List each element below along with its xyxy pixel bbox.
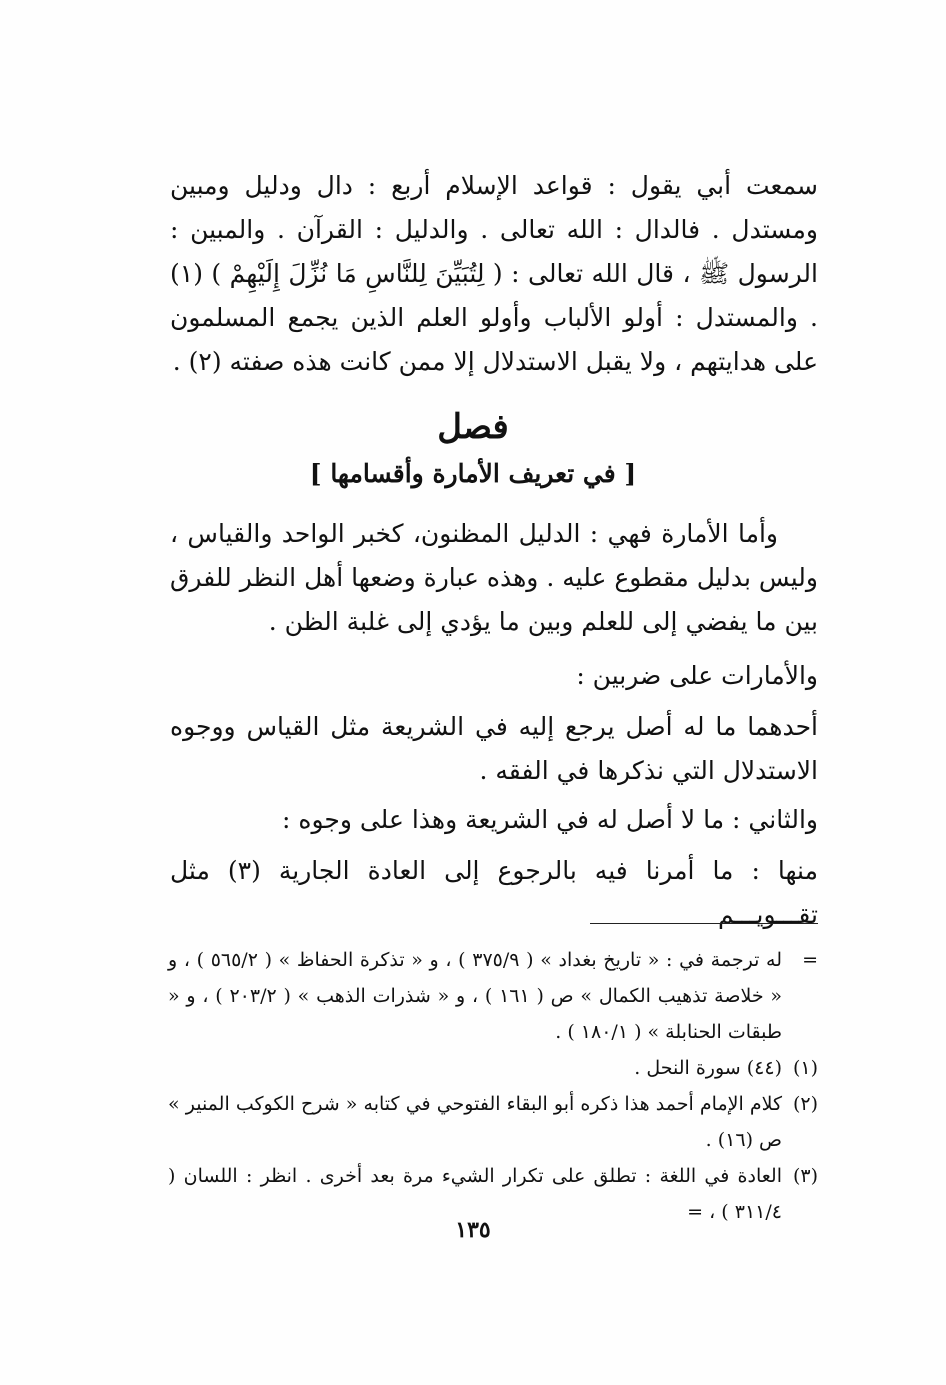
section-heading — [0, 402, 946, 496]
footnote-marker: = — [802, 949, 818, 971]
footnotes — [168, 942, 818, 1230]
body-paragraph-block — [170, 705, 818, 793]
footnote-item — [168, 942, 818, 1050]
footnote-text: كلام الإمام أحمد هذا ذكره أبو البقاء الفتوحي في كتابه « شرح الكوكب المنير » ص (١٦) . — [168, 1093, 782, 1151]
body-paragraph: والأمارات على ضربين : — [576, 661, 818, 690]
footnote-divider — [590, 923, 818, 924]
section-title: فصل — [437, 407, 509, 447]
body-paragraph: والثاني : ما لا أصل له في الشريعة وهذا على وجوه : — [281, 805, 818, 834]
footnote-marker: (٢) — [792, 1093, 818, 1115]
intro-paragraph-block — [170, 164, 818, 384]
body-paragraph-block — [170, 654, 818, 698]
body-paragraph-block — [170, 798, 818, 842]
body-paragraph-block — [170, 512, 818, 644]
footnote-marker: (١) — [792, 1057, 818, 1079]
footnote-text: العادة في اللغة : تطلق على تكرار الشيء مرة بعد أخرى . انظر : اللسان ( ٣١١/٤ ) ، = — [168, 1165, 782, 1223]
body-paragraph: أحدهما ما له أصل يرجع إليه في الشريعة مثل القياس ووجوه الاستدلال التي نذكرها في الفقه . — [170, 712, 818, 785]
section-subtitle: [ في تعريف الأمارة وأقسامها ] — [309, 459, 637, 488]
body-paragraph: وأما الأمارة فهي : الدليل المظنون، كخبر الواحد والقياس ، وليس بدليل مقطوع عليه . وهذه عبارة وضعها أهل النظر للفرق بين ما يفضي إلى للعلم وبين ما يؤدي إلى غلبة الظن . — [170, 519, 818, 636]
footnote-text: (٤٤) سورة النحل . — [634, 1057, 782, 1079]
page-number: ١٣٥ — [455, 1217, 491, 1243]
body-paragraph: منها : ما أمرنا فيه بالرجوع إلى العادة الجارية (٣) مثل تقـــويـــم — [170, 856, 818, 929]
footnote-text: له ترجمة في : « تاريخ بغداد » ( ٣٧٥/٩ ) ، و « تذكرة الحفاظ » ( ٥٦٥/٢ ) ، و « خلاصة تذهيب الكمال » ص ( ١٦١ ) ، و « شذرات الذهب » ( ٢٠٣/٢ ) ، و « طبقات الحنابلة » ( ١٨٠/١ ) . — [168, 949, 782, 1043]
footnote-marker: (٣) — [792, 1165, 818, 1187]
footnote-item — [168, 1086, 818, 1158]
footnote-item — [168, 1050, 818, 1086]
intro-paragraph: سمعت أبي يقول : قواعد الإسلام أربع : دال ودليل ومبين ومستدل . فالدال : الله تعالى . والدليل : القرآن . والمبين : الرسول ﷺ ، قال الله تعالى : ( لِتُبَيِّنَ لِلنَّاسِ مَا نُزِّلَ إِلَيْهِمْ ) (١) . والمستدل : أولو الألباب وأولو العلم الذين يجمع المسلمون على هدايتهم ، ولا يقبل الاستدلال إلا ممن كانت هذه صفته (٢) . — [170, 171, 818, 376]
